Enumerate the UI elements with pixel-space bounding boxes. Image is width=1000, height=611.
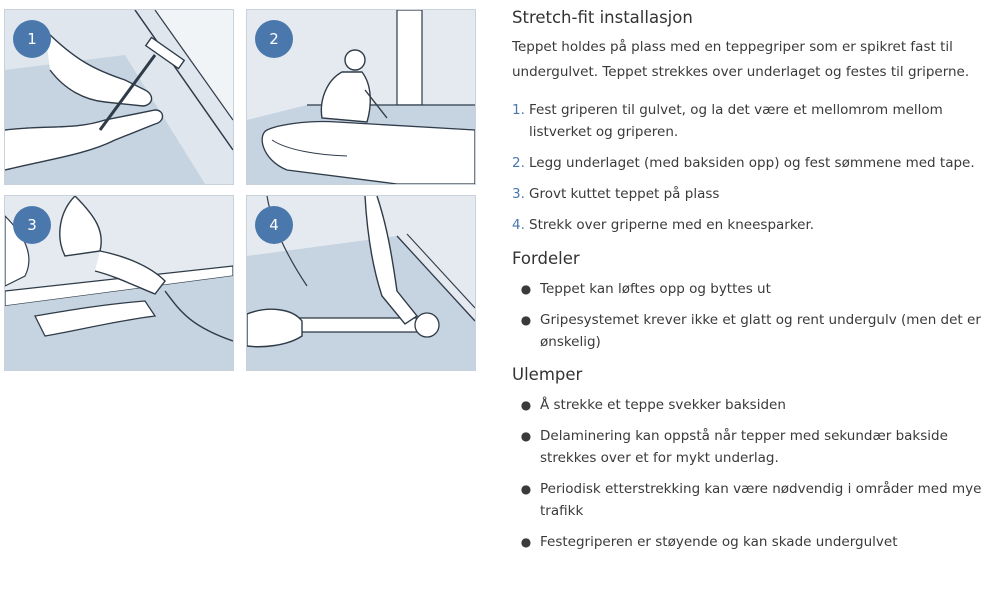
step-badge: 2 bbox=[255, 20, 293, 58]
bullet-icon: ● bbox=[520, 535, 532, 549]
bullet-text: Delaminering kan oppstå når tepper med sekundær bakside strekkes over et for mykt underlag. bbox=[540, 428, 948, 466]
step-badge: 4 bbox=[255, 206, 293, 244]
ulemper-list bbox=[512, 394, 982, 553]
section-title-fordeler: Fordeler bbox=[512, 249, 580, 268]
bullet-icon: ● bbox=[520, 398, 532, 412]
step-number: 2. bbox=[512, 155, 525, 171]
section-title-stretch-fit: Stretch-fit installasjon bbox=[512, 8, 693, 27]
illustration-panel-2 bbox=[246, 9, 476, 185]
bullet-text: Teppet kan løftes opp og byttes ut bbox=[540, 281, 771, 297]
list-item bbox=[512, 394, 982, 416]
list-item bbox=[512, 152, 982, 174]
step-number: 1. bbox=[512, 102, 525, 118]
step-text: Fest griperen til gulvet, og la det være et mellomrom mellom listverket og griperen. bbox=[529, 102, 943, 140]
list-item bbox=[512, 478, 982, 522]
illustration-panel-4 bbox=[246, 195, 476, 371]
list-item bbox=[512, 309, 982, 353]
illustration-panel-3 bbox=[4, 195, 234, 371]
bullet-text: Gripesystemet krever ikke et glatt og rent undergulv (men det er ønskelig) bbox=[540, 312, 981, 350]
step-text: Legg underlaget (med baksiden opp) og fest sømmene med tape. bbox=[529, 155, 975, 171]
step-number: 4. bbox=[512, 217, 525, 233]
fordeler-list bbox=[512, 278, 982, 353]
list-item bbox=[512, 214, 982, 236]
list-item bbox=[512, 425, 982, 469]
content-column bbox=[512, 8, 982, 562]
bullet-icon: ● bbox=[520, 429, 532, 443]
step-badge: 3 bbox=[13, 206, 51, 244]
step-text: Grovt kuttet teppet på plass bbox=[529, 186, 720, 202]
intro-paragraph: Teppet holdes på plass med en teppegriper som er spikret fast til undergulvet. Teppet strekkes over underlaget og festes til griperne. bbox=[512, 39, 970, 80]
step-badge: 1 bbox=[13, 20, 51, 58]
list-item bbox=[512, 278, 982, 300]
step-text: Strekk over griperne med en kneesparker. bbox=[529, 217, 815, 233]
bullet-icon: ● bbox=[520, 482, 532, 496]
list-item bbox=[512, 531, 982, 553]
bullet-icon: ● bbox=[520, 282, 532, 296]
bullet-text: Festegriperen er støyende og kan skade undergulvet bbox=[540, 534, 898, 550]
steps-list bbox=[512, 99, 982, 236]
illustration-panel-1 bbox=[4, 9, 234, 185]
bullet-text: Å strekke et teppe svekker baksiden bbox=[540, 397, 786, 413]
step-number: 3. bbox=[512, 186, 525, 202]
bullet-text: Periodisk etterstrekking kan være nødvendig i områder med mye trafikk bbox=[540, 481, 982, 519]
section-title-ulemper: Ulemper bbox=[512, 365, 583, 384]
list-item bbox=[512, 99, 982, 143]
list-item bbox=[512, 183, 982, 205]
bullet-icon: ● bbox=[520, 313, 532, 327]
